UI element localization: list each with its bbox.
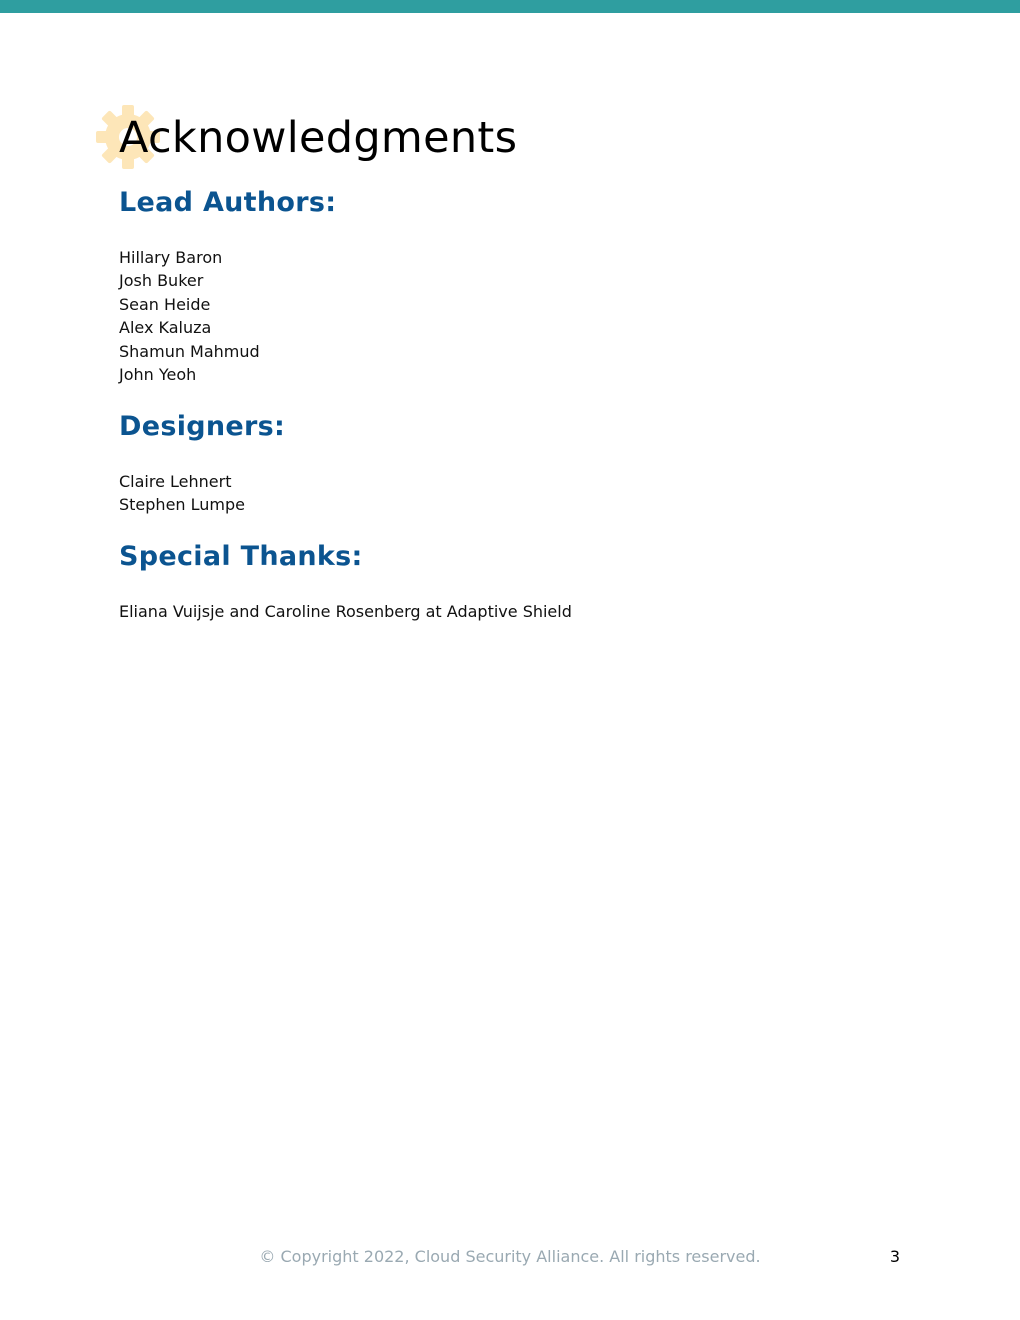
designers-list — [119, 470, 285, 517]
footer-copyright: © Copyright 2022, Cloud Security Alliance. All rights reserved. — [259, 1247, 761, 1266]
page-number: 3 — [889, 1247, 901, 1266]
section-heading: Lead Authors: — [119, 187, 337, 218]
list-item: Sean Heide — [119, 294, 211, 314]
list-item: Stephen Lumpe — [119, 495, 245, 515]
designers-section — [119, 410, 285, 517]
list-item: Josh Buker — [119, 271, 204, 291]
section-heading: Special Thanks: — [119, 541, 363, 572]
list-item: John Yeoh — [119, 365, 197, 385]
top-accent-bar — [0, 0, 1020, 13]
section-heading: Designers: — [119, 411, 286, 442]
lead-authors-section — [119, 186, 336, 386]
page-title: Acknowledgments — [119, 113, 518, 163]
list-item: Hillary Baron — [119, 248, 223, 267]
special-thanks-list — [119, 600, 572, 623]
list-item: Eliana Vuijsje and Caroline Rosenberg at Adaptive Shield — [119, 602, 572, 621]
special-thanks-section — [119, 540, 572, 623]
list-item: Claire Lehnert — [119, 472, 232, 491]
list-item: Shamun Mahmud — [119, 341, 260, 361]
list-item: Alex Kaluza — [119, 318, 212, 338]
lead-authors-list — [119, 246, 336, 386]
